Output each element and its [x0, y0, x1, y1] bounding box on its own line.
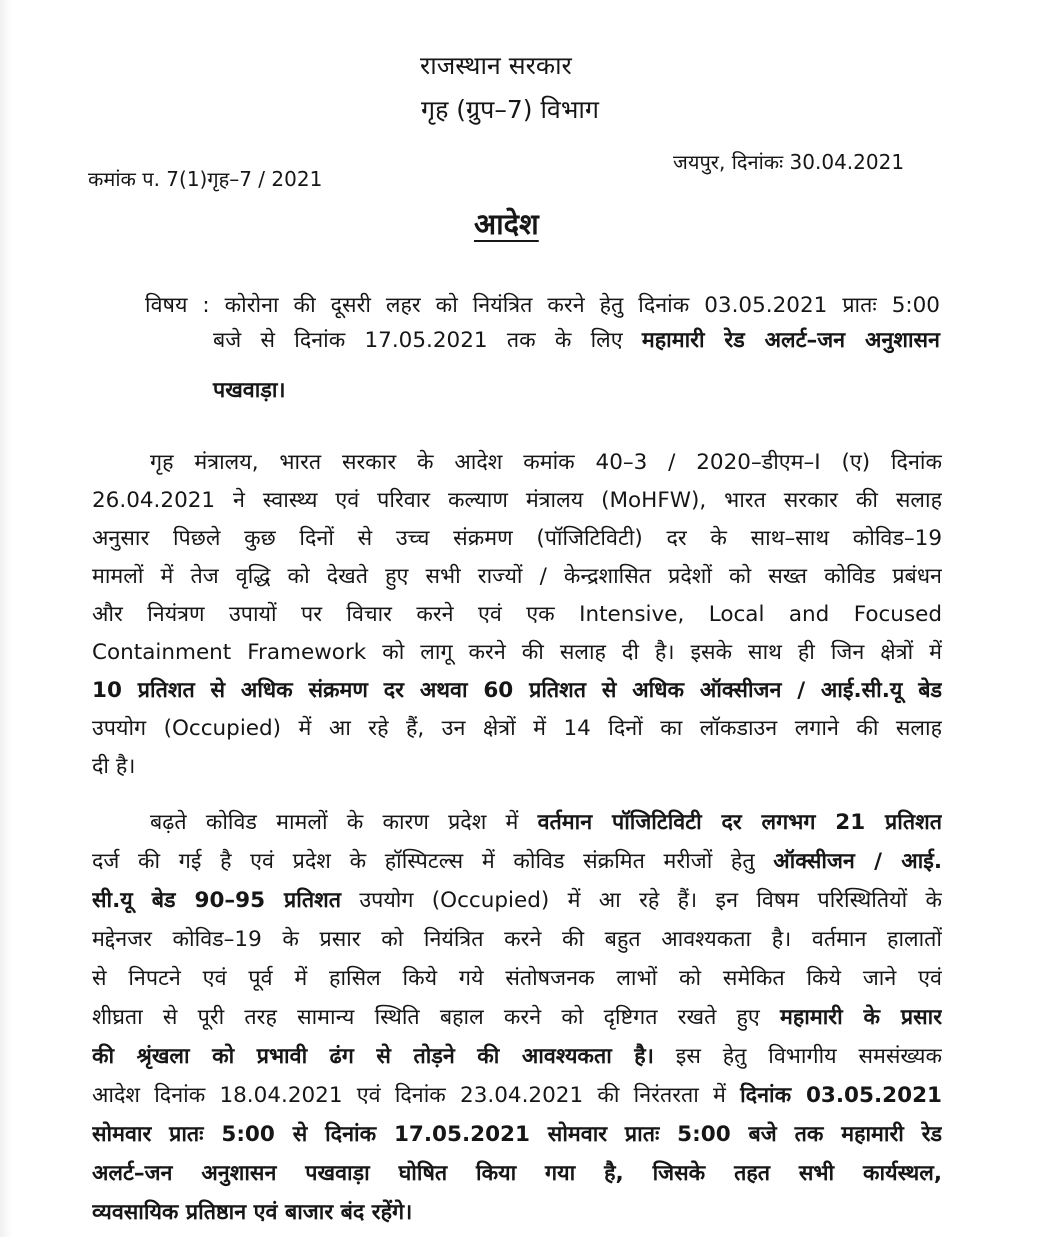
subject-line-3-bold: पखवाड़ा। — [213, 378, 286, 403]
para2-line-8-bold: दिनांक 03.05.2021 — [740, 1083, 942, 1108]
para1-line-8: उपयोग (Occupied) में आ रहे हैं, उन क्षेत्रों में 14 दिनों का लॉकडाउन लगाने की सलाह — [92, 716, 942, 741]
para2-line-6-text: शीघ्रता से पूरी तरह सामान्य स्थिति बहाल करने को दृष्टिगत रखते हुए — [92, 1005, 781, 1030]
scan-shadow — [0, 0, 12, 1237]
para2-line-2-bold: ऑक्सीजन / आई. — [773, 849, 942, 874]
para2-line-7 — [92, 1041, 942, 1070]
para2-line-10: अलर्ट–जन अनुशासन पखवाड़ा घोषित किया गया है, जिसके तहत सभी कार्यस्थल, — [92, 1161, 942, 1186]
order-number: कमांक प. 7(1)गृह–7 / 2021 — [88, 167, 323, 191]
department-name: गृह (ग्रुप–7) विभाग — [421, 95, 599, 124]
subject-line-3 — [213, 375, 286, 404]
para2-line-7-text: इस हेतु विभागीय समसंख्यक — [653, 1044, 942, 1069]
para2-line-3 — [92, 885, 942, 914]
para2-line-11: व्यवसायिक प्रतिष्ठान एवं बाजार बंद रहेंगे। — [92, 1200, 413, 1225]
subject-line-1: विषय : कोरोना की दूसरी लहर को नियंत्रित करने हेतु दिनांक 03.05.2021 प्रातः 5:00 — [145, 293, 940, 318]
para2-line-7-bold: की श्रृंखला को प्रभावी ढंग से तोड़ने की आवश्यकता है। — [92, 1044, 654, 1069]
para2-line-9: सोमवार प्रातः 5:00 से दिनांक 17.05.2021 सोमवार प्रातः 5:00 बजे तक महामारी रेड — [92, 1122, 942, 1147]
para1-line-7: 10 प्रतिशत से अधिक संक्रमण दर अथवा 60 प्रतिशत से अधिक ऑक्सीजन / आई.सी.यू बेड — [92, 678, 942, 703]
para1-line-5: और नियंत्रण उपायों पर विचार करने एवं एक Intensive, Local and Focused — [92, 602, 942, 627]
para2-line-4: मद्देनजर कोविड–19 के प्रसार को नियंत्रित करने की बहुत आवश्यकता है। वर्तमान हालातों — [92, 927, 942, 952]
para2-line-8-text: आदेश दिनांक 18.04.2021 एवं दिनांक 23.04.2021 की निरंतरता में — [92, 1083, 741, 1108]
para2-line-2-text: दर्ज की गई है एवं प्रदेश के हॉस्पिटल्स में कोविड संक्रमित मरीजों हेतु — [92, 849, 774, 874]
para1-line-2: 26.04.2021 ने स्वास्थ्य एवं परिवार कल्याण मंत्रालय (MoHFW), भारत सरकार की सलाह — [92, 488, 942, 513]
para1-line-6: Containment Framework को लागू करने की सलाह दी है। इसके साथ ही जिन क्षेत्रों में — [92, 640, 942, 665]
para1-line-3: अनुसार पिछले कुछ दिनों से उच्च संक्रमण (पॉजिटिविटी) दर के साथ–साथ कोविड–19 — [92, 526, 942, 551]
para2-line-3-bold: सी.यू बेड 90–95 प्रतिशत — [92, 888, 341, 913]
order-title: आदेश — [474, 207, 539, 241]
subject-line-2 — [213, 325, 940, 354]
government-name: राजस्थान सरकार — [420, 51, 572, 80]
para2-line-5: से निपटने एवं पूर्व में हासिल किये गये संतोषजनक लाभों को समेकित किये जाने एवं — [92, 966, 942, 991]
para2-line-2 — [92, 846, 942, 875]
para2-line-1 — [150, 807, 942, 836]
place-date: जयपुर, दिनांकः 30.04.2021 — [673, 150, 905, 174]
para2-line-6 — [92, 1002, 942, 1031]
para2-line-1-text: बढ़ते कोविड मामलों के कारण प्रदेश में — [150, 810, 538, 835]
para2-line-6-bold: महामारी के प्रसार — [780, 1005, 942, 1030]
para2-line-3-text: उपयोग (Occupied) में आ रहे हैं। इन विषम परिस्थितियों के — [341, 888, 942, 913]
para2-line-8 — [92, 1080, 942, 1109]
para1-line-9: दी है। — [92, 754, 136, 779]
para2-line-1-bold: वर्तमान पॉजिटिविटी दर लगभग 21 प्रतिशत — [537, 810, 942, 835]
para1-line-4: मामलों में तेज वृद्धि को देखते हुए सभी राज्यों / केन्द्रशासित प्रदेशों को सख्त कोविड प्रबंधन — [92, 564, 942, 589]
subject-line-2-text: बजे से दिनांक 17.05.2021 तक के लिए — [213, 328, 642, 353]
para1-line-1: गृह मंत्रालय, भारत सरकार के आदेश कमांक 40–3 / 2020–डीएम–I (ए) दिनांक — [150, 450, 942, 475]
subject-line-2-bold: महामारी रेड अलर्ट–जन अनुशासन — [641, 328, 940, 353]
